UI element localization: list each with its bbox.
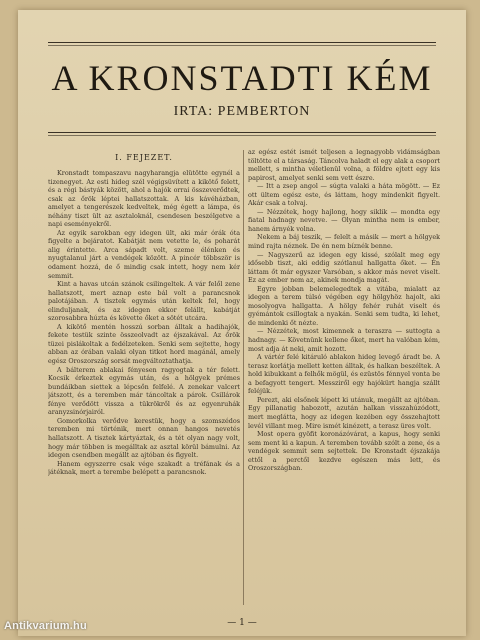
paragraph: Gomorkolka verődve kerestük, hogy a szomszédos teremben mi történik, mert onnan hangos nevetés hallatszott. A tisztek kártyáztak, és a tét olyan nagy volt, hogy már többen is megálltak az asztal körül bámulni. Az idegen csendben megállt az ajtóban és figyelt. [48, 416, 240, 460]
article-byline: IRTA: PEMBERTON [173, 104, 311, 119]
top-rule-thin [48, 45, 436, 46]
paragraph: Nekem a báj teszik, — felelt a másik — mert a hölgyek mind rajta néznek. De én nem bíznék benne. [248, 233, 440, 251]
paragraph: Perezt, aki elsőnek lépett ki utánuk, megállt az ajtóban. Egy pillanatig habozott, azután halkan visszahúzódott, mert meglátta, hogy az idegen kezében egy összehajtott levél villant meg. Mire ismét kinézett, a terasz üres volt. [248, 395, 440, 430]
chapter-heading: I. FEJEZET. [115, 153, 173, 162]
paragraph: — Itt a zsep angol — súgta valaki a háta mögött. — Ez ott ültem egész este, és láttam, hogy mindenkit figyelt. Akár csak a tolvaj. [248, 182, 440, 208]
paragraph: Hanem egyszerre csak vége szakadt a tréfának és a játéknak, mert a terembe belépett a parancsnok. [48, 459, 240, 477]
paragraph: Most opera gyöfit koronázóvárat, a kapus, hogy senki sem ment ki a kapun. A teremben tovább szólt a zene, és a vendégek semmit sem sejtettek. De Kronstadt éjszakája ettől a perctől kezdve egészen más lett, és Oroszországban. [248, 430, 440, 473]
paragraph: — Nézzétek, most kimennek a teraszra — suttogta a hadnagy. — Követnünk kellene őket, mert ha valóban kém, most adja át neki, amit hozott. [248, 327, 440, 353]
title-rule-thin [48, 135, 436, 136]
page-number: — 1 — [227, 618, 257, 628]
paragraph: Egyre jobban belemelegedtek a vitába, mialatt az idegen a terem túlsó végében egy hölgyhöz hajolt, aki mosolyogva hallgatta. A hölgy fehér ruhát viselt és gyémántok csillogtak a nyakán. Senki sem tudta, ki lehet, de mindenki őt nézte. [248, 284, 440, 327]
title-rule [48, 132, 436, 133]
paragraph: Kronstadt tompaszavu nagyharangja elütötte egynél a tizenegyet. Az esti hideg szél végigsüvített a kikötő felett, és a régi bástyák között, ahol a hajók orrai összeverődtek, csak az őrök léptei hallatszottak. A kis kávéházban, amelyet a tengerészek kedveltek, még égett a lámpa, és néhány tiszt ült az asztaloknál, csendesen beszélgetve a napi eseményekről. [48, 169, 240, 229]
paragraph: A kikötő mentén hosszú sorban álltak a hadihajók, fekete testük szinte összeolvadt az éjszakával. Az őrök tüzei pislákoltak a fedélzeteken. Senki sem sejtette, hogy abban az órában valaki olyan titkot hord magánál, amely egész Oroszország sorsát megváltoztathatja. [48, 322, 240, 366]
document-page [18, 10, 466, 636]
watermark: Antikvarium.hu [4, 620, 87, 632]
right-column [248, 148, 440, 610]
paragraph: Az egyik sarokban egy idegen ült, aki már órák óta figyelte a bejáratot. Kabátját nem vetette le, és poharát alig érintette. Arca sápadt volt, szeme élénken és nyugtalanul járt a vendégek között. A pincér többször is odament hozzá, de ő mindig csak intett, hogy nem kér semmit. [48, 228, 240, 280]
paragraph: A vártér felé kitáruló ablakon hideg levegő áradt be. A terasz korlátja mellett ketten álltak, és halkan beszéltek. A hold kibukkant a felhők mögül, és ezüstös fénnyel vonta be a befagyott tengert. Messziről egy hajókürt hangja szállt feléjük. [248, 353, 440, 396]
column-divider [243, 150, 244, 605]
paragraph: Kint a havas utcán szánok csilingeltek. A vár felől zene hallatszott, mert aznap este bál volt a parancsnok palotájában. A tisztek egymás után keltek fel, hogy elinduljanak, és az idegen ekkor felállt, kabátját szorosabbra húzta és követte őket a sötét utcára. [48, 280, 240, 323]
paragraph: az egész estét ismét teljesen a legnagyobb vidámságban töltötte el a társaság. Táncolva haladt el egy alak a csoport mellett, s mintha véletlenül volna, a földre ejtett egy kis papirost, amelyet senki sem vett észre. [248, 148, 440, 182]
paragraph: A bálterem ablakai fényesen ragyogtak a tér felett. Kocsik érkeztek egymás után, és a hölgyek prémes bundáikban siettek a lépcsőn felfelé. A zenekar valcert játszott, és a teremben már táncoltak a párok. Csillárok fénye verődött vissza a tükrökről és az egyenruhák aranyzsinórjairól. [48, 365, 240, 417]
top-rule [48, 42, 436, 43]
left-column [48, 148, 240, 610]
paragraph: — Nézzétek, hogy hajlong, hogy siklik — mondta egy fiatal hadnagy nevetve. — Olyan mintha nem is ember, hanem árnyék volna. [248, 207, 440, 233]
paragraph: — Nagyszerű az idegen egy kissé, szólalt meg egy idősebb tiszt, aki eddig szótlanul hallgatta őket. — Én láttam őt már egyszer Varsóban, s akkor más nevet viselt. Ez az ember nem az, akinek mondja magát. [248, 250, 440, 285]
article-title: A KRONSTADTI KÉM [51, 58, 433, 98]
